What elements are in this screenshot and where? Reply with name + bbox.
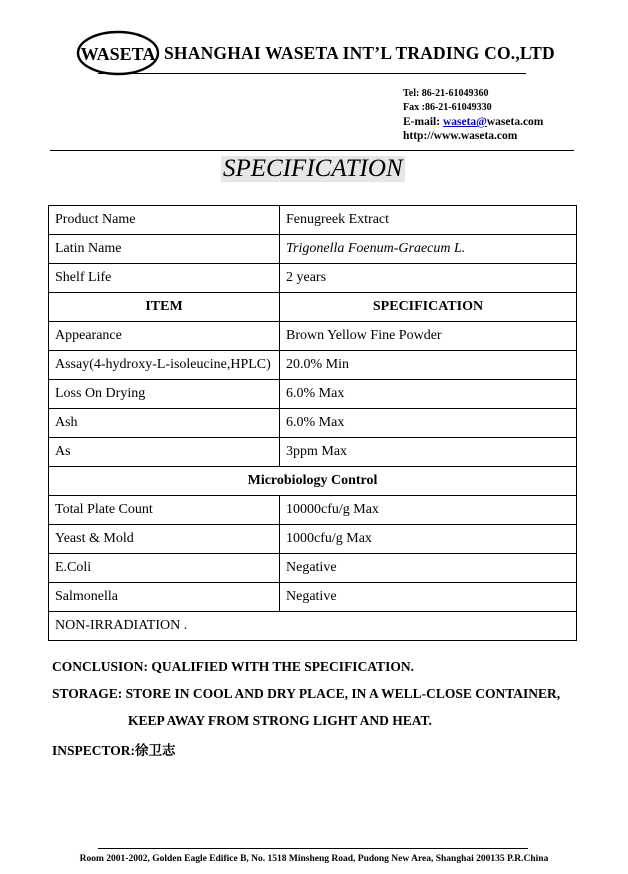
latin-name-label: Latin Name: [49, 235, 280, 264]
contact-email: [403, 115, 543, 129]
header-item: ITEM: [49, 293, 280, 322]
document-title: SPECIFICATION: [223, 155, 403, 182]
email-label: E-mail:: [403, 116, 443, 128]
table-row: [49, 496, 577, 525]
microbiology-header: Microbiology Control: [49, 467, 577, 496]
table-row: [49, 409, 577, 438]
spec-cell: 20.0% Min: [280, 351, 577, 380]
storage-text-line1: STORAGE: STORE IN COOL AND DRY PLACE, IN A WELL-CLOSE CONTAINER,: [52, 686, 561, 701]
header-specification: SPECIFICATION: [280, 293, 577, 322]
table-row: [49, 438, 577, 467]
spec-cell: 1000cfu/g Max: [280, 525, 577, 554]
spec-cell: 3ppm Max: [280, 438, 577, 467]
spec-cell: Negative: [280, 583, 577, 612]
table-row: [49, 351, 577, 380]
product-name-label: Product Name: [49, 206, 280, 235]
shelf-life-value: 2 years: [280, 264, 577, 293]
contact-tel: Tel: 86-21-61049360: [403, 88, 489, 99]
specification-table: [48, 205, 577, 641]
item-cell: Yeast & Mold: [49, 525, 280, 554]
contact-fax: Fax :86-21-61049330: [403, 102, 492, 113]
email-link[interactable]: waseta@: [442, 116, 487, 128]
table-row: [49, 583, 577, 612]
table-row: [49, 322, 577, 351]
table-row: [49, 380, 577, 409]
spec-cell: 10000cfu/g Max: [280, 496, 577, 525]
latin-name-value: Trigonella Foenum-Graecum L.: [280, 235, 577, 264]
irradiation-note: NON-IRRADIATION .: [49, 612, 577, 641]
table-row: [49, 525, 577, 554]
spec-cell: Negative: [280, 554, 577, 583]
item-cell: Assay(4-hydroxy-L-isoleucine,HPLC): [49, 351, 280, 380]
table-row: [49, 554, 577, 583]
spec-cell: 6.0% Max: [280, 409, 577, 438]
divider-rule: [50, 150, 574, 151]
table-row: [49, 206, 577, 235]
email-domain: waseta.com: [486, 116, 544, 128]
contact-website[interactable]: http://www.waseta.com: [403, 130, 518, 142]
company-name: SHANGHAI WASETA INT’L TRADING CO.,LTD: [164, 43, 555, 63]
shelf-life-label: Shelf Life: [49, 264, 280, 293]
item-cell: E.Coli: [49, 554, 280, 583]
item-cell: Ash: [49, 409, 280, 438]
microbiology-header-row: [49, 467, 577, 496]
spec-cell: 6.0% Max: [280, 380, 577, 409]
note-row: [49, 612, 577, 641]
table-header-row: [49, 293, 577, 322]
svg-text:WASETA: WASETA: [80, 44, 156, 64]
conclusion-text: CONCLUSION: QUALIFIED WITH THE SPECIFICATION.: [52, 659, 414, 674]
product-name-value: Fenugreek Extract: [280, 206, 577, 235]
item-cell: Appearance: [49, 322, 280, 351]
table-row: [49, 235, 577, 264]
footer-address: Room 2001-2002, Golden Eagle Edifice B, No. 1518 Minsheng Road, Pudong New Area, Shanghai 200135 P.R.China: [79, 854, 549, 864]
header-rule: [98, 73, 526, 74]
item-cell: Loss On Drying: [49, 380, 280, 409]
waseta-logo: [76, 30, 160, 76]
item-cell: Salmonella: [49, 583, 280, 612]
item-cell: Total Plate Count: [49, 496, 280, 525]
spec-cell: Brown Yellow Fine Powder: [280, 322, 577, 351]
footer-rule: [98, 848, 528, 849]
item-cell: As: [49, 438, 280, 467]
inspector-text: INSPECTOR:徐卫志: [52, 743, 176, 758]
storage-text-line2: KEEP AWAY FROM STRONG LIGHT AND HEAT.: [128, 713, 432, 728]
contact-block: [403, 87, 543, 143]
table-row: [49, 264, 577, 293]
